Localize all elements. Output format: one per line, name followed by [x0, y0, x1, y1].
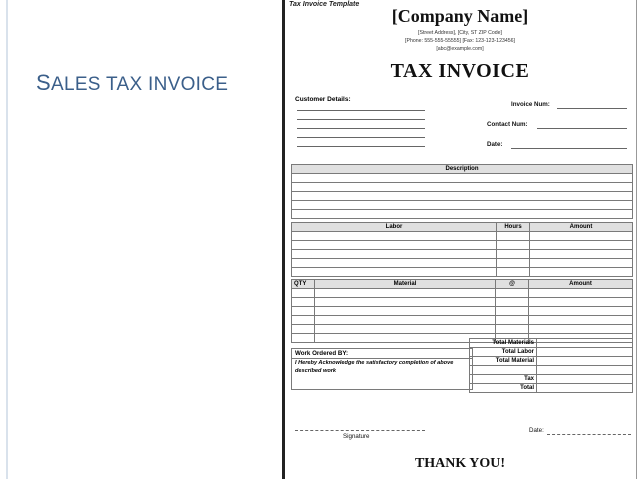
address-line-3: [abc@example.com] [436, 46, 484, 52]
customer-line [297, 137, 425, 138]
work-ordered-box [291, 348, 473, 390]
table-row [292, 232, 633, 241]
description-row [292, 174, 633, 183]
contact-num-field [537, 128, 627, 129]
table-row [292, 298, 633, 307]
material-header: Material [315, 280, 496, 289]
labor-header: Labor [292, 223, 497, 232]
footer-date-label: Date: [529, 427, 544, 434]
slide-title [36, 70, 228, 96]
table-row [292, 307, 633, 316]
description-row [292, 192, 633, 201]
address-line-2: [Phone: 555-555-55555] [Fax: 123-123-123456] [405, 38, 515, 44]
total-material-label: Total Material [470, 357, 537, 366]
description-row [292, 183, 633, 192]
total-materials-label: Total Materials [470, 339, 537, 348]
description-table [291, 164, 633, 219]
tax-label: Tax [470, 375, 537, 384]
description-row [292, 210, 633, 219]
table-row [292, 268, 633, 277]
table-row [292, 259, 633, 268]
total-labor-label: Total Labor [470, 348, 537, 357]
thank-you: THANK YOU! [414, 456, 506, 471]
contact-num-label: Contact Num: [487, 121, 528, 128]
address-line-1: [Street Address], [City, ST ZIP Code] [418, 30, 502, 36]
date-field [511, 148, 627, 149]
signature-label: Signature [343, 433, 370, 440]
qty-header: QTY [292, 280, 315, 289]
customer-line [297, 146, 425, 147]
slide-title-initial: S [36, 70, 51, 95]
table-row [292, 250, 633, 259]
total-label: Total [470, 384, 537, 393]
description-row [292, 201, 633, 210]
rate-header: @ [496, 280, 529, 289]
description-header: Description [292, 165, 633, 174]
customer-line [297, 110, 425, 111]
slide-title-rest: ALES TAX INVOICE [50, 74, 229, 95]
customer-line [297, 128, 425, 129]
invoice-document [282, 0, 637, 479]
table-row [292, 289, 633, 298]
customer-details-label: Customer Details: [295, 96, 351, 103]
invoice-num-label: Invoice Num: [511, 101, 550, 108]
work-ordered-label: Work Ordered BY: [295, 350, 349, 357]
footer-date-line [547, 434, 631, 435]
template-label: Tax Invoice Template [289, 1, 360, 8]
material-table [291, 279, 633, 343]
invoice-title: TAX INVOICE [390, 60, 530, 82]
table-row [292, 241, 633, 250]
totals-table [469, 338, 633, 393]
company-name: [Company Name] [391, 6, 529, 26]
table-row [292, 325, 633, 334]
signature-line [295, 430, 425, 431]
table-row [292, 316, 633, 325]
material-amount-header: Amount [529, 280, 633, 289]
acknowledgement-text: I Hereby Acknowledge the satisfactory completion of above described work [295, 360, 454, 374]
invoice-num-field [557, 108, 627, 109]
date-label: Date: [487, 141, 503, 148]
hours-header: Hours [497, 223, 530, 232]
customer-line [297, 119, 425, 120]
slide-left-rule [6, 0, 8, 479]
labor-amount-header: Amount [530, 223, 633, 232]
labor-table [291, 222, 633, 277]
